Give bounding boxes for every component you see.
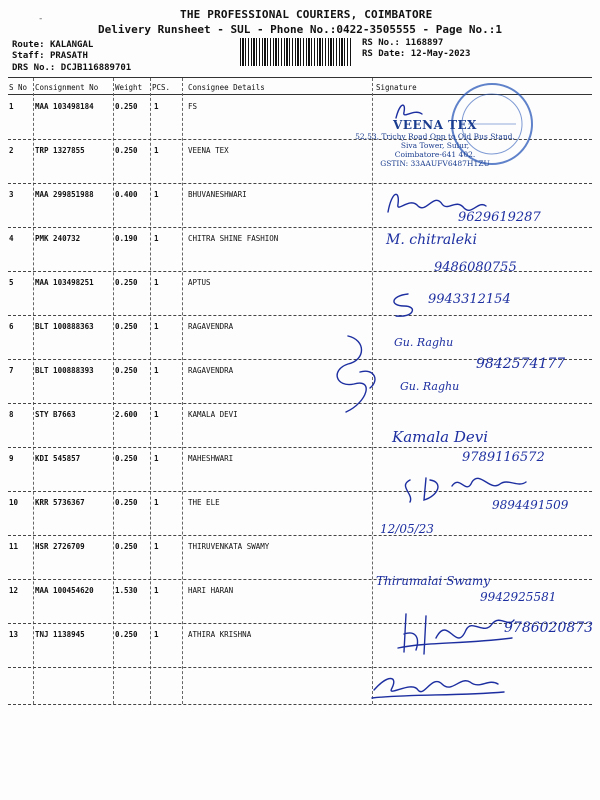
row-sno: 6 [9, 322, 14, 331]
row-sno: 9 [9, 454, 14, 463]
row-weight: 0.250 [115, 278, 138, 287]
row-sno: 3 [9, 190, 14, 199]
row-weight: 0.250 [115, 542, 138, 551]
col-consignment: Consignment No [35, 83, 99, 92]
row-pcs: 1 [154, 410, 159, 419]
row-consignment: STY B7663 [35, 410, 76, 419]
row-consignment: KDI 545857 [35, 454, 81, 463]
row-consignee: MAHESHWARI [188, 454, 234, 463]
signature-name-row-8: Kamala Devi [392, 428, 488, 446]
signature-name-row-7: Gu. Raghu [400, 380, 460, 393]
row-weight: 0.250 [115, 454, 138, 463]
seal-gstin: GSTIN: 33AAUFV6487H1ZU [380, 159, 490, 168]
staff-line [12, 51, 88, 61]
row-consignee: VEENA TEX [188, 146, 229, 155]
table-row [8, 316, 592, 360]
row-consignee: THIRUVENKATA SWAMY [188, 542, 270, 551]
corner-mark: - [38, 14, 44, 24]
signature-phone-row-8: 9789116572 [462, 450, 545, 465]
rs-date-label: RS Date: [362, 49, 406, 59]
route-line [12, 40, 93, 50]
row-pcs: 1 [154, 234, 159, 243]
row-consignment: MAA 100454620 [35, 586, 94, 595]
row-consignment: TNJ 1138945 [35, 630, 85, 639]
row-sno: 11 [9, 542, 19, 551]
header-rule-top [8, 77, 592, 78]
row-sno: 8 [9, 410, 14, 419]
row-weight: 2.600 [115, 410, 138, 419]
row-pcs: 1 [154, 322, 159, 331]
row-sno: 1 [9, 102, 14, 111]
rs-no-label: RS No.: [362, 38, 400, 48]
row-consignee: KAMALA DEVI [188, 410, 238, 419]
row-consignee: HARI HARAN [188, 586, 234, 595]
seal-name: VEENA TEX [393, 118, 477, 132]
row-weight: 1.530 [115, 586, 138, 595]
row-pcs: 1 [154, 190, 159, 199]
row-pcs: 1 [154, 498, 159, 507]
table-row [8, 536, 592, 580]
drs-line [12, 63, 131, 73]
row-sno: 4 [9, 234, 14, 243]
row-consignee: APTUS [188, 278, 211, 287]
row-consignment: HSR 2726709 [35, 542, 85, 551]
company-title: THE PROFESSIONAL COURIERS, COIMBATORE [180, 8, 433, 21]
signature-name-row-6: Gu. Raghu [394, 336, 454, 349]
signature-phone-row-4: 9486080755 [434, 260, 517, 275]
row-pcs: 1 [154, 454, 159, 463]
row-pcs: 1 [154, 542, 159, 551]
seal-address-line: Coimbatore-641 402. [394, 150, 476, 159]
row-weight: 0.250 [115, 322, 138, 331]
row-sno: 10 [9, 498, 19, 507]
drs-label: DRS No.: [12, 63, 56, 73]
row-consignee: RAGAVENDRA [188, 322, 234, 331]
row-sno: 12 [9, 586, 19, 595]
drs-value: DCJB116889701 [60, 63, 132, 73]
rs-no-value: 1168897 [405, 38, 444, 48]
signature-row-6-7 [326, 332, 386, 418]
row-sno: 5 [9, 278, 14, 287]
row-pcs: 1 [154, 146, 159, 155]
col-sno: S No [9, 83, 28, 92]
row-consignee: ATHIRA KRISHNA [188, 630, 252, 639]
route-value: KALANGAL [49, 40, 94, 50]
table-end-rule [8, 704, 592, 705]
col-pcs: PCS. [152, 83, 171, 92]
signature-phone-row-3: 9629619287 [458, 210, 541, 225]
signature-row-1 [392, 100, 432, 124]
business-seal [340, 118, 530, 168]
row-sno: 7 [9, 366, 14, 375]
staff-value: PRASATH [49, 51, 88, 61]
row-sno: 2 [9, 146, 14, 155]
row-consignee: FS [188, 102, 198, 111]
row-weight: 0.190 [115, 234, 138, 243]
seal-address-line: 52,53, Trichy Road Opp to Old Bus Stand, [355, 132, 515, 141]
rs-no-line [362, 38, 443, 48]
row-weight: 0.250 [115, 102, 138, 111]
row-consignment: PMK 240732 [35, 234, 81, 243]
row-weight: 0.250 [115, 498, 138, 507]
signature-phone-row-5: 9943312154 [428, 292, 511, 307]
row-weight: 0.400 [115, 190, 138, 199]
signature-phone-row-12: 9786020873 [504, 620, 594, 636]
row-consignment: TRP 1327855 [35, 146, 85, 155]
row-weight: 0.250 [115, 146, 138, 155]
rs-date-value: 12-May-2023 [410, 49, 471, 59]
row-consignee: BHUVANESHWARI [188, 190, 247, 199]
row-consignment: BLT 100888393 [35, 366, 94, 375]
row-weight: 0.250 [115, 630, 138, 639]
barcode [240, 38, 352, 66]
col-weight: Weight [115, 83, 143, 92]
row-pcs: 1 [154, 278, 159, 287]
col-consignee: Consignee Details [188, 83, 265, 92]
row-pcs: 1 [154, 586, 159, 595]
row-consignee: THE ELE [188, 498, 220, 507]
signature-row-12 [396, 608, 516, 658]
row-consignment: MAA 103498251 [35, 278, 94, 287]
signature-phone-row-9: 9894491509 [492, 498, 569, 512]
signature-row-5 [388, 290, 422, 320]
row-sno: 13 [9, 630, 19, 639]
col-signature: Signature [376, 83, 417, 92]
row-consignment: MAA 103498184 [35, 102, 94, 111]
signature-date-row-10: 12/05/23 [380, 522, 434, 536]
row-consignment: BLT 100888363 [35, 322, 94, 331]
seal-address-line: Siva Tower, Sulur, [400, 141, 470, 150]
signature-phone-row-11: 9942925581 [480, 590, 557, 604]
row-pcs: 1 [154, 102, 159, 111]
row-consignee: RAGAVENDRA [188, 366, 234, 375]
row-pcs: 1 [154, 630, 159, 639]
row-consignee: CHITRA SHINE FASHION [188, 234, 279, 243]
row-consignment: MAA 299851988 [35, 190, 94, 199]
signature-name-row-11: Thirumalai Swamy [376, 574, 491, 588]
row-weight: 0.250 [115, 366, 138, 375]
runsheet-subtitle: Delivery Runsheet - SUL - Phone No.:0422-3505555 - Page No.:1 [98, 23, 502, 36]
table-row [8, 404, 592, 448]
row-pcs: 1 [154, 366, 159, 375]
row-consignment: KRR 5736367 [35, 498, 85, 507]
signature-row-13 [368, 668, 508, 704]
rs-date-line [362, 49, 470, 59]
staff-label: Staff: [12, 51, 45, 61]
signature-phone-row-6: 9842574177 [476, 356, 566, 372]
route-label: Route: [12, 40, 45, 50]
signature-name-row-4: M. chitraleki [386, 232, 477, 248]
